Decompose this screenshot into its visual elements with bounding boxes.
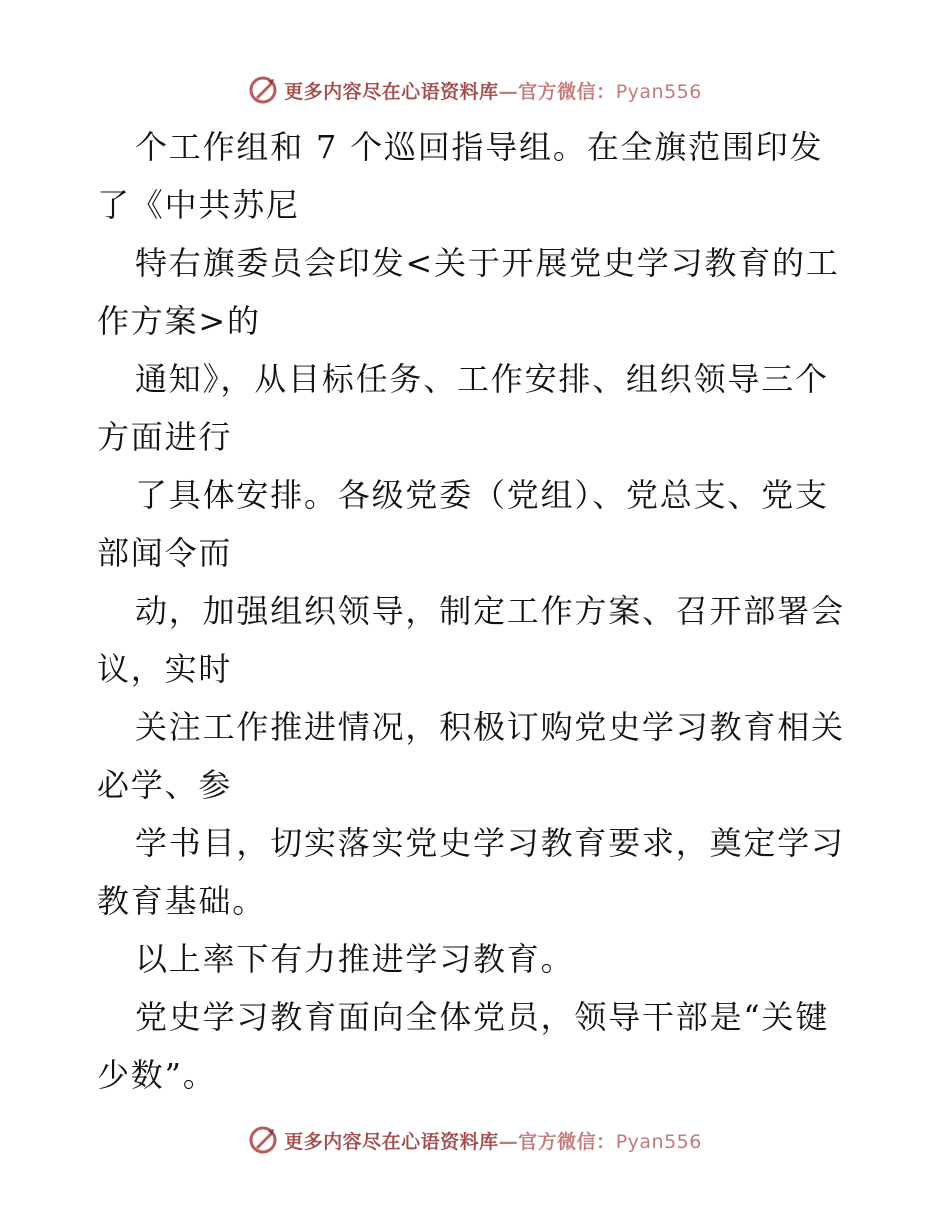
text-line: 部闻令而 [97, 534, 233, 572]
text-line: 特右旗委员会印发<关于开展党史学习教育的工 [135, 244, 840, 282]
text-line: 必学、参 [97, 766, 233, 804]
text-line: 党史学习教育面向全体党员，领导干部是“关键 [135, 998, 830, 1036]
watermark-contact-label: 官方微信： [518, 1130, 616, 1153]
text-line: 以上率下有力推进学习教育。 [135, 940, 575, 978]
text-line: 教育基础。 [97, 882, 267, 920]
watermark-text [284, 77, 702, 104]
watermark-contact-value: Pyan556 [615, 1130, 702, 1153]
quill-logo-icon [248, 75, 278, 105]
text-line: 了《中共苏尼 [97, 186, 300, 224]
text-line: 动，加强组织领导，制定工作方案、召开部署会 [135, 592, 845, 630]
text-line: 议，实时 [97, 650, 233, 688]
text-line: 学书目，切实落实党史学习教育要求，奠定学习 [135, 824, 845, 862]
text-line: 了具体安排。各级党委（党组）、党总支、党支 [135, 476, 829, 514]
header-watermark [0, 70, 950, 110]
quill-logo-icon [248, 1125, 278, 1155]
watermark-contact-value: Pyan556 [615, 80, 702, 103]
text-line: 通知》，从目标任务、工作安排、组织领导三个 [135, 360, 829, 398]
text-line: 个工作组和 7 个巡回指导组。在全旗范围印发 [135, 128, 824, 166]
document-body [97, 118, 867, 1104]
watermark-contact-label: 官方微信： [518, 80, 616, 103]
watermark-separator: — [498, 1130, 519, 1153]
watermark-separator: — [498, 80, 519, 103]
watermark-brand: 更多内容尽在心语资料库 [284, 1130, 499, 1153]
text-line: 少数”。 [97, 1056, 217, 1094]
text-line: 方面进行 [97, 418, 233, 456]
text-line: 关注工作推进情况，积极订购党史学习教育相关 [135, 708, 845, 746]
footer-watermark [0, 1120, 950, 1160]
watermark-text [284, 1127, 702, 1154]
watermark-brand: 更多内容尽在心语资料库 [284, 80, 499, 103]
text-line: 作方案>的 [97, 302, 261, 340]
